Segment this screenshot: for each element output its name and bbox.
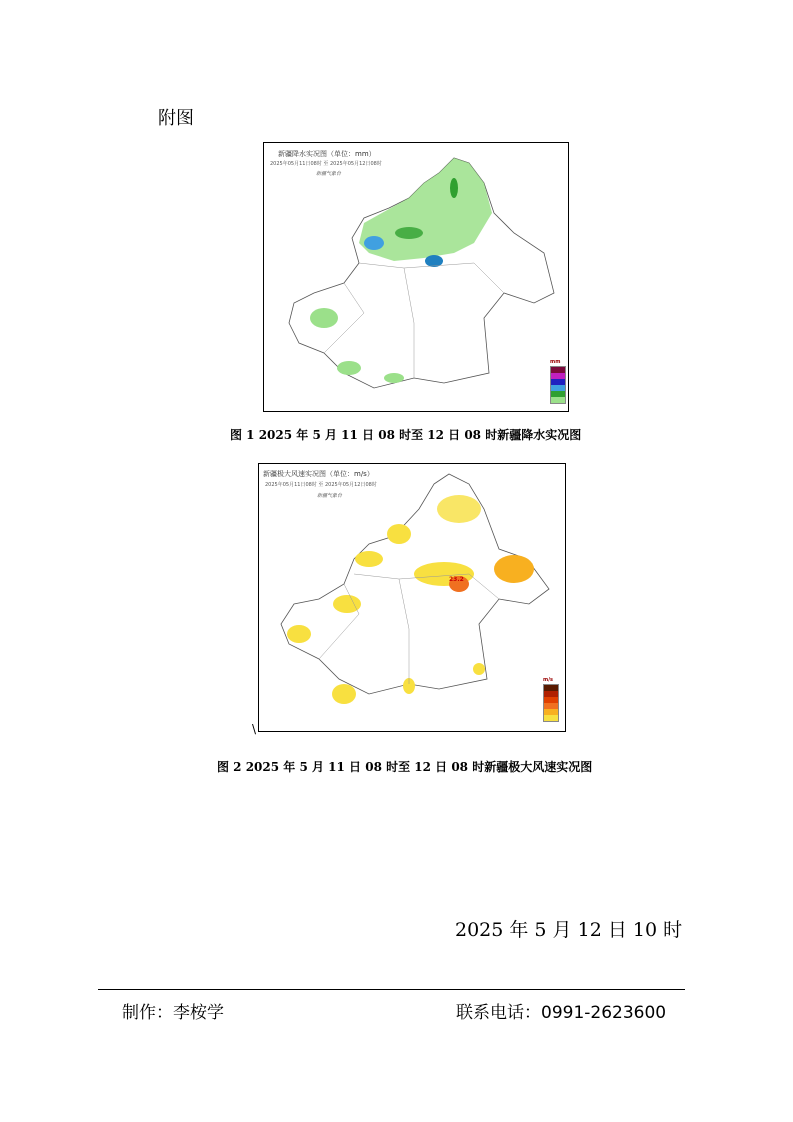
wind-map-subtitle: 2025年05月11日08时 至 2025年05月12日08时 <box>265 482 377 488</box>
wind-map-org: 新疆气象台 <box>317 493 343 499</box>
legend-swatch <box>544 715 558 721</box>
xinjiang-precip-map <box>264 143 568 411</box>
legend-swatch <box>551 397 565 403</box>
precipitation-map-title: 新疆降水实况图（单位：mm） <box>278 150 376 158</box>
wind-peak-label: 23.2 <box>449 576 464 583</box>
precipitation-map-org: 新疆气象台 <box>316 171 342 177</box>
wind-map-figure <box>258 463 566 732</box>
precipitation-map-figure <box>263 142 569 412</box>
wind-legend <box>543 684 559 722</box>
issue-datetime: 2025 年 5 月 12 日 10 时 <box>455 919 683 941</box>
wind-map-title: 新疆极大风速实况图（单位：m/s） <box>263 470 374 478</box>
precipitation-legend-title: mm <box>550 359 561 365</box>
corner-mark: \ <box>252 722 257 736</box>
wind-legend-title: m/s <box>543 677 554 683</box>
footer-divider <box>98 989 685 990</box>
contact-phone: 联系电话：0991-2623600 <box>456 1003 667 1023</box>
figure1-caption: 图 1 2025 年 5 月 11 日 08 时至 12 日 08 时新疆降水实况图 <box>230 428 582 442</box>
figure2-caption: 图 2 2025 年 5 月 11 日 08 时至 12 日 08 时新疆极大风速实况图 <box>217 760 593 774</box>
maker-label: 制作：李桉学 <box>122 1003 224 1023</box>
precipitation-map-subtitle: 2025年05月11日08时 至 2025年05月12日08时 <box>270 161 382 167</box>
precipitation-legend <box>550 366 566 404</box>
page-heading: 附图 <box>158 108 194 129</box>
xinjiang-wind-map <box>259 464 565 731</box>
